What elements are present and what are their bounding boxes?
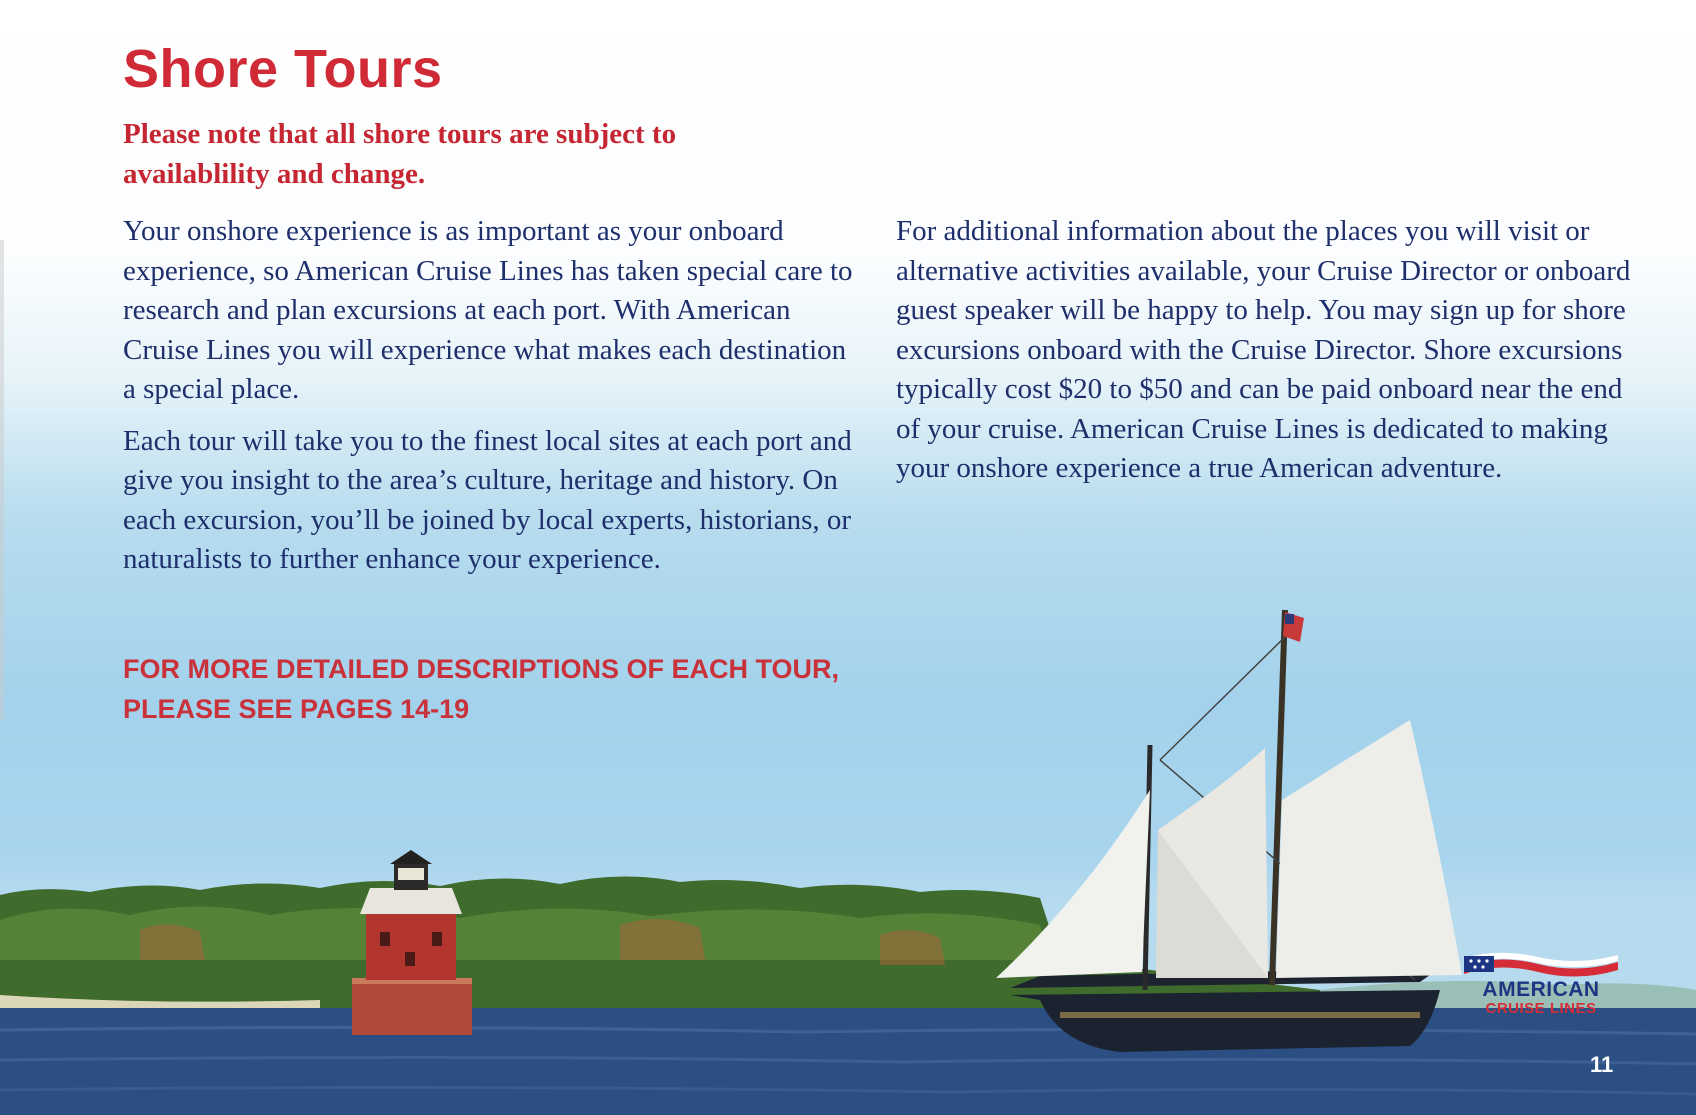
logo-line-american: AMERICAN — [1482, 978, 1600, 1001]
lighthouse — [352, 850, 472, 1035]
detailed-descriptions-callout: FOR MORE DETAILED DESCRIPTIONS OF EACH TOUR, PLEASE SEE PAGES 14-19 — [123, 654, 840, 724]
left-column — [123, 212, 863, 592]
availability-note: Please note that all shore tours are subject to availablility and change. — [123, 118, 677, 190]
logo-line-cruise-lines: CRUISE LINES — [1485, 1000, 1597, 1017]
american-cruise-lines-logo — [1458, 952, 1624, 1020]
paragraph-additional-information: For additional information about the places you will visit or alternative activities available, your Cruise Director or onboard guest speaker will be happy to help. You may sign up for shore excursions onboard with the Cruise Director. Shore excursions typically cost $20 to $50 and can be paid onboard near the end of your cruise. American Cruise Lines is dedicated to making your onshore experience a true American adventure. — [896, 215, 1631, 484]
binding-edge — [0, 240, 4, 720]
paragraph-each-tour: Each tour will take you to the finest local sites at each port and give you insight to the area’s culture, heritage and history. On each excursion, you’ll be joined by local experts, historians, or naturalists to further enhance your experience. — [123, 424, 852, 575]
paragraph-onshore-experience: Your onshore experience is as important as your onboard experience, so American Cruise Lines has taken special care to research and plan excursions at each port. With American Cruise Lines you will experience what makes each destination a special place. — [123, 215, 853, 405]
right-column — [896, 212, 1636, 501]
page-number: 11 — [1590, 1052, 1614, 1077]
page-title: Shore Tours — [123, 39, 443, 99]
